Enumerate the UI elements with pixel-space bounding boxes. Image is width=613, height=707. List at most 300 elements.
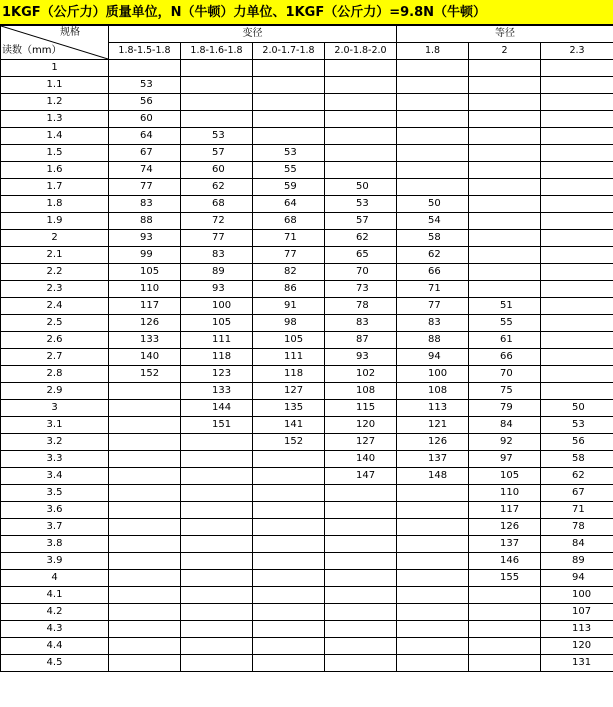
force-value-cell bbox=[469, 655, 541, 672]
table-row bbox=[1, 536, 613, 553]
table-row bbox=[1, 604, 613, 621]
force-value-cell bbox=[469, 145, 541, 162]
force-value-cell bbox=[541, 332, 613, 349]
force-value-cell bbox=[109, 502, 181, 519]
force-value-cell: 56 bbox=[541, 434, 613, 451]
force-value-cell: 115 bbox=[325, 400, 397, 417]
force-value-cell bbox=[541, 77, 613, 94]
force-value-cell: 126 bbox=[109, 315, 181, 332]
force-value-cell bbox=[109, 621, 181, 638]
force-value-cell: 146 bbox=[469, 553, 541, 570]
force-value-cell bbox=[325, 60, 397, 77]
force-value-cell: 108 bbox=[325, 383, 397, 400]
force-value-cell: 121 bbox=[397, 417, 469, 434]
force-value-cell: 71 bbox=[397, 281, 469, 298]
force-value-cell bbox=[181, 638, 253, 655]
force-value-cell: 84 bbox=[541, 536, 613, 553]
reading-cell: 2.7 bbox=[1, 349, 109, 366]
force-value-cell: 111 bbox=[181, 332, 253, 349]
force-value-cell bbox=[109, 638, 181, 655]
reading-cell: 3.8 bbox=[1, 536, 109, 553]
reading-cell: 1.6 bbox=[1, 162, 109, 179]
force-value-cell bbox=[469, 230, 541, 247]
force-value-cell bbox=[325, 536, 397, 553]
force-value-cell bbox=[181, 77, 253, 94]
reading-cell: 4.2 bbox=[1, 604, 109, 621]
force-value-cell: 155 bbox=[469, 570, 541, 587]
force-value-cell: 93 bbox=[181, 281, 253, 298]
force-value-cell: 140 bbox=[109, 349, 181, 366]
force-value-cell bbox=[325, 94, 397, 111]
force-value-cell bbox=[325, 111, 397, 128]
force-value-cell bbox=[181, 451, 253, 468]
force-value-cell: 68 bbox=[253, 213, 325, 230]
force-value-cell bbox=[541, 298, 613, 315]
force-value-cell: 92 bbox=[469, 434, 541, 451]
force-value-cell bbox=[397, 553, 469, 570]
corner-header-cell bbox=[1, 26, 109, 60]
reading-cell: 2 bbox=[1, 230, 109, 247]
reading-cell: 2.2 bbox=[1, 264, 109, 281]
force-value-cell: 62 bbox=[541, 468, 613, 485]
force-value-cell: 71 bbox=[253, 230, 325, 247]
force-value-cell bbox=[181, 570, 253, 587]
reading-cell: 3.4 bbox=[1, 468, 109, 485]
reading-cell: 3.2 bbox=[1, 434, 109, 451]
force-value-cell bbox=[253, 94, 325, 111]
force-value-cell bbox=[325, 587, 397, 604]
force-value-cell: 135 bbox=[253, 400, 325, 417]
force-value-cell: 53 bbox=[325, 196, 397, 213]
force-value-cell: 77 bbox=[253, 247, 325, 264]
force-value-cell bbox=[181, 519, 253, 536]
table-row bbox=[1, 94, 613, 111]
force-value-cell: 84 bbox=[469, 417, 541, 434]
group-variable-header: 变径 bbox=[109, 26, 397, 43]
force-value-cell bbox=[181, 587, 253, 604]
table-row bbox=[1, 162, 613, 179]
force-value-cell bbox=[253, 519, 325, 536]
table-row bbox=[1, 298, 613, 315]
table-row bbox=[1, 60, 613, 77]
force-value-cell bbox=[397, 145, 469, 162]
force-value-cell: 55 bbox=[469, 315, 541, 332]
force-value-cell: 94 bbox=[541, 570, 613, 587]
force-value-cell: 133 bbox=[109, 332, 181, 349]
force-value-cell: 148 bbox=[397, 468, 469, 485]
force-value-cell bbox=[541, 366, 613, 383]
conversion-table bbox=[0, 25, 613, 672]
reading-cell: 1.8 bbox=[1, 196, 109, 213]
force-value-cell: 83 bbox=[325, 315, 397, 332]
force-value-cell: 89 bbox=[181, 264, 253, 281]
force-value-cell bbox=[109, 587, 181, 604]
reading-cell: 2.9 bbox=[1, 383, 109, 400]
force-value-cell bbox=[397, 621, 469, 638]
force-value-cell: 73 bbox=[325, 281, 397, 298]
force-value-cell: 77 bbox=[397, 298, 469, 315]
force-value-cell bbox=[469, 604, 541, 621]
table-row bbox=[1, 485, 613, 502]
force-value-cell: 105 bbox=[109, 264, 181, 281]
force-value-cell: 64 bbox=[253, 196, 325, 213]
force-value-cell bbox=[181, 655, 253, 672]
reading-cell: 1.9 bbox=[1, 213, 109, 230]
table-row bbox=[1, 655, 613, 672]
force-value-cell bbox=[397, 502, 469, 519]
force-value-cell bbox=[469, 281, 541, 298]
force-value-cell bbox=[541, 349, 613, 366]
force-value-cell: 126 bbox=[397, 434, 469, 451]
force-value-cell: 79 bbox=[469, 400, 541, 417]
reading-cell: 2.5 bbox=[1, 315, 109, 332]
force-value-cell: 50 bbox=[541, 400, 613, 417]
force-value-cell: 82 bbox=[253, 264, 325, 281]
force-value-cell bbox=[325, 553, 397, 570]
force-value-cell: 117 bbox=[109, 298, 181, 315]
force-value-cell bbox=[325, 145, 397, 162]
spec-header-cell: 1.8-1.6-1.8 bbox=[181, 43, 253, 60]
reading-cell: 3.9 bbox=[1, 553, 109, 570]
force-value-cell bbox=[253, 655, 325, 672]
reading-cell: 4 bbox=[1, 570, 109, 587]
force-value-cell: 100 bbox=[541, 587, 613, 604]
force-value-cell bbox=[109, 468, 181, 485]
force-value-cell bbox=[541, 179, 613, 196]
force-value-cell bbox=[109, 417, 181, 434]
force-value-cell: 70 bbox=[325, 264, 397, 281]
force-value-cell bbox=[397, 587, 469, 604]
reading-cell: 3.1 bbox=[1, 417, 109, 434]
force-value-cell: 151 bbox=[181, 417, 253, 434]
table-row bbox=[1, 247, 613, 264]
force-value-cell: 60 bbox=[109, 111, 181, 128]
force-value-cell bbox=[469, 587, 541, 604]
force-value-cell bbox=[181, 60, 253, 77]
spec-header-cell: 2.0-1.8-2.0 bbox=[325, 43, 397, 60]
force-value-cell: 108 bbox=[397, 383, 469, 400]
spec-header-cell: 2 bbox=[469, 43, 541, 60]
table-row bbox=[1, 621, 613, 638]
force-value-cell bbox=[541, 111, 613, 128]
table-row bbox=[1, 77, 613, 94]
force-value-cell: 89 bbox=[541, 553, 613, 570]
force-value-cell bbox=[397, 519, 469, 536]
force-value-cell: 120 bbox=[541, 638, 613, 655]
force-value-cell bbox=[397, 638, 469, 655]
reading-cell: 1.3 bbox=[1, 111, 109, 128]
force-value-cell bbox=[325, 570, 397, 587]
table-row bbox=[1, 315, 613, 332]
reading-cell: 1.4 bbox=[1, 128, 109, 145]
force-value-cell: 93 bbox=[325, 349, 397, 366]
force-value-cell: 77 bbox=[109, 179, 181, 196]
force-value-cell: 137 bbox=[397, 451, 469, 468]
force-value-cell: 72 bbox=[181, 213, 253, 230]
spec-axis-label: 规格 bbox=[60, 27, 80, 38]
force-value-cell bbox=[541, 145, 613, 162]
table-row bbox=[1, 128, 613, 145]
force-value-cell: 58 bbox=[541, 451, 613, 468]
table-row bbox=[1, 179, 613, 196]
force-value-cell: 88 bbox=[109, 213, 181, 230]
force-value-cell bbox=[469, 162, 541, 179]
reading-cell: 3.5 bbox=[1, 485, 109, 502]
force-value-cell: 78 bbox=[325, 298, 397, 315]
table-row bbox=[1, 230, 613, 247]
spec-header-cell: 1.8-1.5-1.8 bbox=[109, 43, 181, 60]
force-value-cell bbox=[397, 570, 469, 587]
force-value-cell bbox=[109, 536, 181, 553]
force-value-cell: 111 bbox=[253, 349, 325, 366]
force-value-cell: 53 bbox=[253, 145, 325, 162]
table-row bbox=[1, 451, 613, 468]
force-value-cell: 118 bbox=[181, 349, 253, 366]
force-value-cell bbox=[325, 485, 397, 502]
reading-cell: 2.8 bbox=[1, 366, 109, 383]
force-value-cell: 110 bbox=[469, 485, 541, 502]
force-value-cell bbox=[253, 621, 325, 638]
force-value-cell bbox=[541, 264, 613, 281]
table-row bbox=[1, 281, 613, 298]
reading-cell: 4.3 bbox=[1, 621, 109, 638]
force-value-cell bbox=[109, 553, 181, 570]
force-value-cell bbox=[253, 128, 325, 145]
force-value-cell: 54 bbox=[397, 213, 469, 230]
force-value-cell bbox=[541, 281, 613, 298]
reading-cell: 1.2 bbox=[1, 94, 109, 111]
force-value-cell: 57 bbox=[181, 145, 253, 162]
force-value-cell: 65 bbox=[325, 247, 397, 264]
reading-cell: 3.3 bbox=[1, 451, 109, 468]
force-value-cell: 87 bbox=[325, 332, 397, 349]
reading-cell: 4.5 bbox=[1, 655, 109, 672]
force-value-cell bbox=[109, 383, 181, 400]
force-value-cell: 88 bbox=[397, 332, 469, 349]
table-row bbox=[1, 570, 613, 587]
force-value-cell: 127 bbox=[253, 383, 325, 400]
force-value-cell: 74 bbox=[109, 162, 181, 179]
reading-cell: 4.4 bbox=[1, 638, 109, 655]
force-value-cell: 83 bbox=[397, 315, 469, 332]
force-value-cell bbox=[325, 638, 397, 655]
spec-header-cell: 1.8 bbox=[397, 43, 469, 60]
table-row bbox=[1, 145, 613, 162]
force-value-cell bbox=[253, 638, 325, 655]
force-value-cell: 93 bbox=[109, 230, 181, 247]
force-value-cell bbox=[541, 247, 613, 264]
force-value-cell: 67 bbox=[109, 145, 181, 162]
force-value-cell: 55 bbox=[253, 162, 325, 179]
force-value-cell: 83 bbox=[181, 247, 253, 264]
force-value-cell bbox=[541, 128, 613, 145]
force-value-cell bbox=[181, 111, 253, 128]
force-value-cell: 62 bbox=[397, 247, 469, 264]
force-value-cell bbox=[541, 60, 613, 77]
force-value-cell: 100 bbox=[397, 366, 469, 383]
force-value-cell: 64 bbox=[109, 128, 181, 145]
table-row bbox=[1, 400, 613, 417]
force-value-cell bbox=[253, 485, 325, 502]
table-row bbox=[1, 264, 613, 281]
table-row bbox=[1, 332, 613, 349]
force-value-cell bbox=[469, 196, 541, 213]
force-value-cell: 50 bbox=[397, 196, 469, 213]
reading-cell: 1 bbox=[1, 60, 109, 77]
force-value-cell bbox=[469, 264, 541, 281]
reading-cell: 3.7 bbox=[1, 519, 109, 536]
force-value-cell: 118 bbox=[253, 366, 325, 383]
reading-cell: 1.5 bbox=[1, 145, 109, 162]
force-value-cell bbox=[541, 196, 613, 213]
group-equal-header: 等径 bbox=[397, 26, 613, 43]
force-value-cell bbox=[325, 128, 397, 145]
table-row bbox=[1, 468, 613, 485]
table-row bbox=[1, 417, 613, 434]
force-value-cell bbox=[541, 94, 613, 111]
force-value-cell: 86 bbox=[253, 281, 325, 298]
force-value-cell: 126 bbox=[469, 519, 541, 536]
force-value-cell bbox=[253, 468, 325, 485]
table-row bbox=[1, 349, 613, 366]
table-body bbox=[1, 60, 613, 672]
reading-cell: 1.1 bbox=[1, 77, 109, 94]
force-value-cell: 78 bbox=[541, 519, 613, 536]
force-value-cell bbox=[253, 111, 325, 128]
table-row bbox=[1, 213, 613, 230]
force-value-cell: 75 bbox=[469, 383, 541, 400]
force-value-cell bbox=[253, 570, 325, 587]
force-value-cell: 123 bbox=[181, 366, 253, 383]
spec-header-cell: 2.3 bbox=[541, 43, 613, 60]
force-value-cell bbox=[109, 570, 181, 587]
force-value-cell: 56 bbox=[109, 94, 181, 111]
force-value-cell bbox=[469, 621, 541, 638]
force-value-cell bbox=[541, 315, 613, 332]
force-value-cell bbox=[541, 213, 613, 230]
force-value-cell: 60 bbox=[181, 162, 253, 179]
table-row bbox=[1, 502, 613, 519]
force-value-cell bbox=[181, 94, 253, 111]
force-value-cell bbox=[253, 604, 325, 621]
force-value-cell: 91 bbox=[253, 298, 325, 315]
force-value-cell: 137 bbox=[469, 536, 541, 553]
table-row bbox=[1, 553, 613, 570]
table-row bbox=[1, 366, 613, 383]
force-value-cell bbox=[181, 604, 253, 621]
force-value-cell: 59 bbox=[253, 179, 325, 196]
force-value-cell: 147 bbox=[325, 468, 397, 485]
force-value-cell bbox=[541, 162, 613, 179]
table-row bbox=[1, 587, 613, 604]
force-value-cell bbox=[469, 247, 541, 264]
force-value-cell bbox=[253, 587, 325, 604]
force-value-cell bbox=[469, 94, 541, 111]
force-value-cell: 77 bbox=[181, 230, 253, 247]
table-row bbox=[1, 111, 613, 128]
force-value-cell bbox=[325, 162, 397, 179]
force-value-cell: 68 bbox=[181, 196, 253, 213]
force-value-cell: 53 bbox=[109, 77, 181, 94]
force-value-cell bbox=[325, 77, 397, 94]
force-value-cell bbox=[181, 536, 253, 553]
sheet-title: 1KGF（公斤力）质量单位，N（牛顿）力单位、1KGF（公斤力）=9.8N（牛顿） bbox=[0, 0, 613, 25]
force-value-cell bbox=[541, 383, 613, 400]
force-value-cell bbox=[469, 179, 541, 196]
force-value-cell bbox=[397, 536, 469, 553]
force-value-cell: 152 bbox=[109, 366, 181, 383]
force-value-cell bbox=[109, 451, 181, 468]
force-value-cell: 105 bbox=[253, 332, 325, 349]
force-value-cell bbox=[109, 400, 181, 417]
force-value-cell bbox=[181, 434, 253, 451]
force-value-cell: 99 bbox=[109, 247, 181, 264]
table-row bbox=[1, 434, 613, 451]
reading-cell: 4.1 bbox=[1, 587, 109, 604]
force-value-cell bbox=[181, 502, 253, 519]
force-value-cell: 107 bbox=[541, 604, 613, 621]
force-value-cell bbox=[181, 468, 253, 485]
force-value-cell: 67 bbox=[541, 485, 613, 502]
force-value-cell: 100 bbox=[181, 298, 253, 315]
force-value-cell: 57 bbox=[325, 213, 397, 230]
force-value-cell: 105 bbox=[469, 468, 541, 485]
force-value-cell: 110 bbox=[109, 281, 181, 298]
force-value-cell bbox=[109, 60, 181, 77]
force-value-cell bbox=[397, 162, 469, 179]
force-value-cell bbox=[397, 111, 469, 128]
force-value-cell: 61 bbox=[469, 332, 541, 349]
force-value-cell bbox=[397, 94, 469, 111]
force-value-cell: 70 bbox=[469, 366, 541, 383]
force-value-cell bbox=[253, 553, 325, 570]
force-value-cell: 117 bbox=[469, 502, 541, 519]
force-value-cell bbox=[181, 485, 253, 502]
force-value-cell bbox=[109, 604, 181, 621]
force-value-cell bbox=[469, 77, 541, 94]
force-value-cell bbox=[325, 519, 397, 536]
force-value-cell: 58 bbox=[397, 230, 469, 247]
force-value-cell bbox=[397, 604, 469, 621]
force-value-cell bbox=[397, 485, 469, 502]
force-value-cell bbox=[469, 638, 541, 655]
force-value-cell bbox=[109, 655, 181, 672]
force-value-cell bbox=[541, 230, 613, 247]
reading-cell: 2.1 bbox=[1, 247, 109, 264]
force-value-cell: 113 bbox=[397, 400, 469, 417]
force-value-cell bbox=[253, 451, 325, 468]
force-value-cell bbox=[253, 77, 325, 94]
table-row bbox=[1, 196, 613, 213]
force-value-cell bbox=[325, 502, 397, 519]
table-row bbox=[1, 383, 613, 400]
reading-axis-label: 读数（mm） bbox=[2, 45, 62, 56]
reading-cell: 2.4 bbox=[1, 298, 109, 315]
reading-cell: 3.6 bbox=[1, 502, 109, 519]
force-value-cell bbox=[397, 128, 469, 145]
reading-cell: 2.3 bbox=[1, 281, 109, 298]
force-value-cell bbox=[325, 621, 397, 638]
force-value-cell bbox=[181, 621, 253, 638]
reading-cell: 3 bbox=[1, 400, 109, 417]
force-value-cell: 141 bbox=[253, 417, 325, 434]
force-value-cell: 113 bbox=[541, 621, 613, 638]
table-row bbox=[1, 519, 613, 536]
force-value-cell bbox=[397, 655, 469, 672]
force-value-cell: 83 bbox=[109, 196, 181, 213]
force-value-cell bbox=[325, 655, 397, 672]
force-value-cell: 105 bbox=[181, 315, 253, 332]
